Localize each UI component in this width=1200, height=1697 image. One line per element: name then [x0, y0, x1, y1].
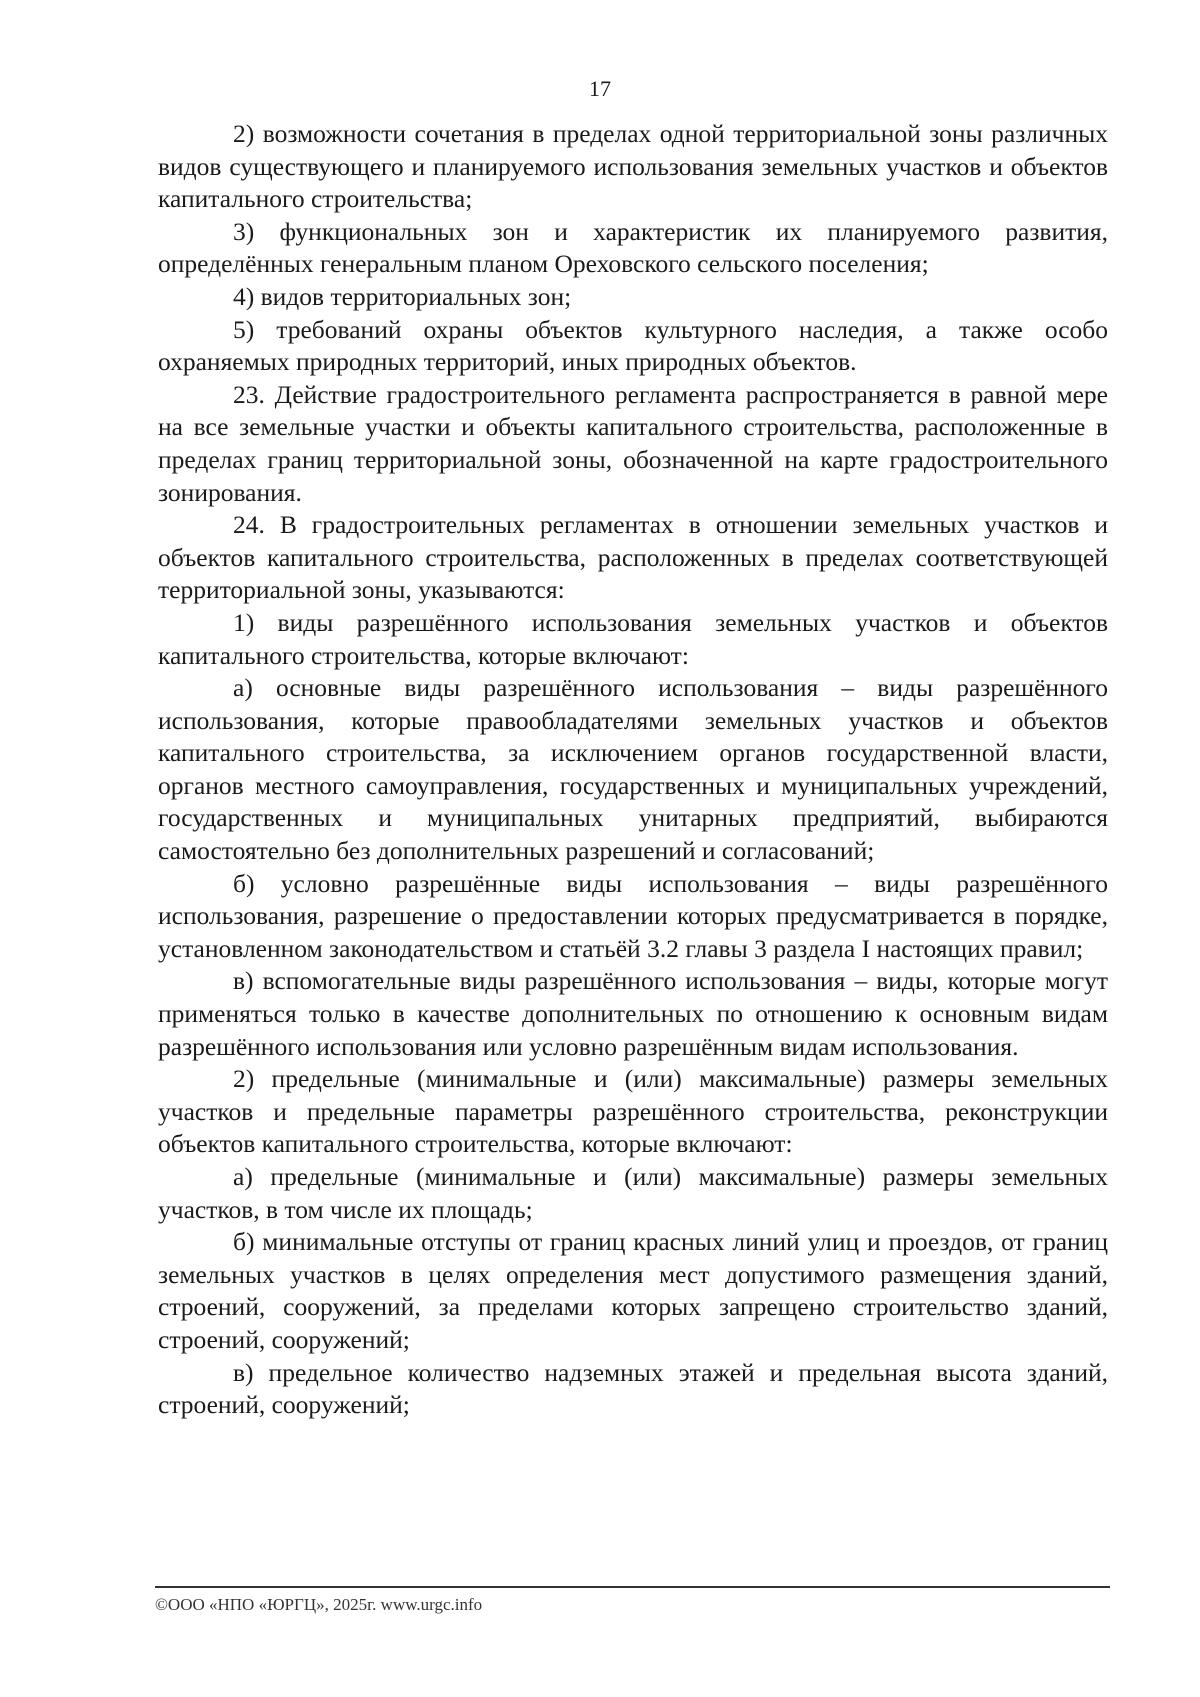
paragraph-subclause-1a: а) основные виды разрешённого использования – виды разрешённого использования, которые правообладателями земельных участков и объектов капитального строительства, за исключением органов государственной власти, органов местного самоуправления, государственных и муниципальных учреждений, государственных и муниципальных унитарных предприятий, выбираются самостоятельно без дополнительных разрешений и согласований;	[158, 673, 1108, 866]
document-body	[158, 118, 1108, 1422]
paragraph-item-3: 3) функциональных зон и характеристик их планируемого развития, определённых генеральным планом Ореховского сельского поселения;	[158, 216, 1108, 279]
footer-copyright: ©ООО «НПО «ЮРГЦ», 2025г. www.urgc.info	[155, 1595, 483, 1614]
paragraph-item-4: 4) видов территориальных зон;	[233, 281, 572, 311]
paragraph-clause-24: 24. В градостроительных регламентах в отношении земельных участков и объектов капитального строительства, расположенных в пределах соответствующей территориальной зоны, указываются:	[158, 510, 1108, 605]
paragraph-subclause-2b: б) минимальные отступы от границ красных линий улиц и проездов, от границ земельных участков в целях определения мест допустимого размещения зданий, строений, сооружений, за пределами которых запрещено строительство зданий, строений, сооружений;	[158, 1227, 1108, 1354]
paragraph-subclause-1b: б) условно разрешённые виды использования – виды разрешённого использования, разрешение о предоставлении которых предусматривается в порядке, установленном законодательством и статьёй 3.2 главы 3 раздела I настоящих правил;	[158, 868, 1108, 963]
footer-divider	[155, 1586, 1110, 1588]
paragraph-subclause-2: 2) предельные (минимальные и (или) максимальные) размеры земельных участков и предельные параметры разрешённого строительства, реконструкции объектов капитального строительства, которые включают:	[158, 1064, 1108, 1159]
paragraph-item-5: 5) требований охраны объектов культурного наследия, а также особо охраняемых природных территорий, иных природных объектов.	[158, 314, 1108, 377]
page-number: 17	[589, 76, 611, 101]
paragraph-subclause-1: 1) виды разрешённого использования земельных участков и объектов капитального строительства, которые включают:	[158, 607, 1108, 670]
paragraph-subclause-2a: а) предельные (минимальные и (или) максимальные) размеры земельных участков, в том числе их площадь;	[158, 1162, 1108, 1224]
paragraph-subclause-1v: в) вспомогательные виды разрешённого использования – виды, которые могут применяться только в качестве дополнительных по отношению к основным видам разрешённого использования или условно разрешённым видам использования.	[158, 966, 1108, 1061]
paragraph-subclause-2v: в) предельное количество надземных этажей и предельная высота зданий, строений, сооружений;	[158, 1357, 1108, 1420]
paragraph-clause-23: 23. Действие градостроительного регламента распространяется в равной мере на все земельные участки и объекты капитального строительства, расположенные в пределах границ территориальной зоны, обозначенной на карте градостроительного зонирования.	[158, 379, 1108, 507]
paragraph-item-2: 2) возможности сочетания в пределах одной территориальной зоны различных видов существующего и планируемого использования земельных участков и объектов капитального строительства;	[158, 119, 1108, 214]
